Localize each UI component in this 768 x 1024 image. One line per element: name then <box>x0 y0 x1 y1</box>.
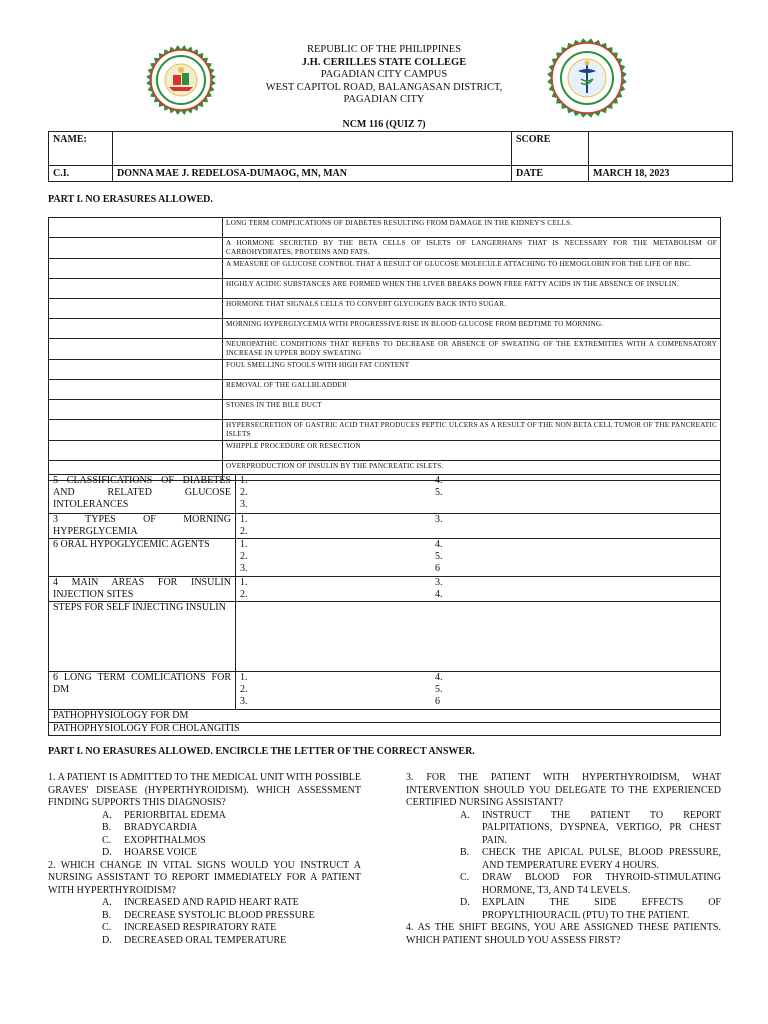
answer-option[interactable] <box>48 847 361 860</box>
enumeration-label: 6 ORAL HYPOGLYCEMIC AGENTS <box>49 539 236 577</box>
answer-option[interactable] <box>48 810 361 823</box>
option-letter[interactable]: B. <box>102 909 112 921</box>
question <box>406 922 721 947</box>
definition-text: REMOVAL OF THE GALLBLADDER <box>223 380 721 400</box>
definition-row <box>49 360 721 380</box>
definition-text: MORNING HYPERGLYCEMIA WITH PROGRESSIVE RISE IN BLOOD GLUCOSE FROM BEDTIME TO MORNING. <box>223 319 721 339</box>
option-letter[interactable]: D. <box>102 847 112 858</box>
definition-text: STONES IN THE BILE DUCT <box>223 400 721 420</box>
answer-option[interactable] <box>48 910 361 923</box>
part2-title: PART I. NO ERASURES ALLOWED. ENCIRCLE THE LETTER OF THE CORRECT ANSWER. <box>48 746 475 757</box>
answer-number: 3. <box>240 696 248 707</box>
answer-blank[interactable] <box>49 259 223 279</box>
enumeration-answers[interactable] <box>236 577 721 602</box>
answer-blank[interactable] <box>49 400 223 420</box>
enumeration-row <box>49 602 721 672</box>
answer-number: 4. <box>435 539 443 550</box>
answer-number: 1. <box>240 577 248 588</box>
option-text: DRAW BLOOD FOR THYROID-STIMULATING HORMONE, T3, AND T4 LEVELS. <box>482 872 721 896</box>
question-stem: 4. AS THE SHIFT BEGINS, YOU ARE ASSIGNED THESE PATIENTS. WHICH PATIENT SHOULD YOU ASSESS FIRST? <box>406 922 721 946</box>
answer-option[interactable] <box>406 872 721 897</box>
answer-number: 5. <box>435 487 443 498</box>
option-letter[interactable]: A. <box>102 897 112 908</box>
date-value: MARCH 18, 2023 <box>589 166 733 182</box>
pathophysiology-label: PATHOPHYSIOLOGY FOR CHOLANGITIS <box>49 723 721 736</box>
letterhead <box>200 44 568 107</box>
definition-row <box>49 218 721 238</box>
republic-line: REPUBLIC OF THE PHILIPPINES <box>306 44 462 55</box>
enumeration-row <box>49 475 721 514</box>
answer-number: 4. <box>435 475 443 486</box>
option-letter[interactable]: A. <box>460 809 470 821</box>
ci-label: C.I. <box>49 166 113 182</box>
question <box>48 772 361 860</box>
definition-text: LONG TERM COMPLICATIONS OF DIABETES RESULTING FROM DAMAGE IN THE KIDNEY'S CELLS. <box>223 218 721 238</box>
question <box>406 772 721 922</box>
enumeration-answers[interactable] <box>236 602 721 672</box>
enumeration-answers[interactable] <box>236 539 721 577</box>
answer-number: 4. <box>435 672 443 683</box>
answer-blank[interactable] <box>49 441 223 461</box>
answer-blank[interactable] <box>49 380 223 400</box>
option-text: BRADYCARDIA <box>124 822 198 833</box>
option-text: EXOPHTHALMOS <box>124 834 206 846</box>
option-letter[interactable]: C. <box>460 872 470 883</box>
option-text: DECREASE SYSTOLIC BLOOD PRESSURE <box>124 909 315 921</box>
enumeration-label: 3 TYPES OF MORNING HYPERGLYCEMIA <box>49 514 236 539</box>
answer-number: 4. <box>435 589 443 600</box>
enumeration-label: 5 CLASSIFICATIONS OF DIABETES AND RELATED GLUCOSE INTOLERANCES <box>49 475 236 514</box>
answer-blank[interactable] <box>49 319 223 339</box>
college-name: J.H. CERILLES STATE COLLEGE <box>301 56 467 68</box>
answer-number: 1. <box>240 514 248 525</box>
enumeration-label: STEPS FOR SELF INJECTING INSULIN <box>49 602 236 672</box>
option-letter[interactable]: A. <box>102 809 112 821</box>
enumeration-row <box>49 539 721 577</box>
answer-number: 5. <box>435 684 443 695</box>
definition-row <box>49 299 721 319</box>
pathophysiology-row <box>49 710 721 723</box>
answer-number: 1. <box>240 672 248 683</box>
option-text: CHECK THE APICAL PULSE, BLOOD PRESSURE, AND TEMPERATURE EVERY 4 HOURS. <box>482 847 721 871</box>
city-line: PAGADIAN CITY <box>343 94 425 105</box>
answer-number: 1. <box>240 475 248 486</box>
enumeration-answers[interactable] <box>236 475 721 514</box>
address-line: WEST CAPITOL ROAD, BALANGASAN DISTRICT, <box>265 81 503 93</box>
answer-option[interactable] <box>406 897 721 922</box>
option-text: DECREASED ORAL TEMPERATURE <box>124 934 287 946</box>
name-field[interactable] <box>113 132 512 166</box>
option-letter[interactable]: D. <box>460 897 470 908</box>
definition-row <box>49 238 721 259</box>
answer-option[interactable] <box>48 897 361 910</box>
definition-text: A MEASURE OF GLUCOSE CONTROL THAT A RESULT OF GLUCOSE MOLECULE ATTACHING TO HEMOGLOBIN FOR THE LIFE OF RBC. <box>223 259 721 279</box>
answer-option[interactable] <box>406 847 721 872</box>
campus-line: PAGADIAN CITY CAMPUS <box>320 69 448 80</box>
answer-blank[interactable] <box>49 238 223 259</box>
definition-row <box>49 400 721 420</box>
option-text: HOARSE VOICE <box>124 847 197 858</box>
answer-option[interactable] <box>48 822 361 835</box>
answer-number: 3. <box>435 514 443 525</box>
enumeration-row <box>49 514 721 539</box>
answer-number: 6 <box>435 696 440 707</box>
name-label: NAME: <box>49 132 113 166</box>
option-letter[interactable]: B. <box>102 822 112 833</box>
info-table <box>48 131 733 182</box>
definition-text: FOUL SMELLING STOOLS WITH HIGH FAT CONTENT <box>223 360 721 380</box>
definitions-table <box>48 217 721 481</box>
definition-row <box>49 380 721 400</box>
enumeration-table <box>48 474 721 736</box>
answer-number: 2. <box>240 526 248 537</box>
answer-number: 2. <box>240 551 248 562</box>
definition-row <box>49 279 721 299</box>
answer-blank[interactable] <box>49 420 223 441</box>
question-stem: 3. FOR THE PATIENT WITH HYPERTHYROIDISM, WHAT INTERVENTION SHOULD YOU DELEGATE TO THE EXPERIENCED CERTIFIED NURSING ASSISTANT? <box>406 772 721 808</box>
option-text: INSTRUCT THE PATIENT TO REPORT PALPITATIONS, DYSPNEA, VERTIGO, PR CHEST PAIN. <box>482 809 721 846</box>
definition-row <box>49 339 721 360</box>
answer-blank[interactable] <box>49 360 223 380</box>
answer-number: 2. <box>240 684 248 695</box>
definition-row <box>49 441 721 461</box>
answer-blank[interactable] <box>49 299 223 319</box>
answer-number: 3. <box>435 577 443 588</box>
question <box>48 860 361 948</box>
answer-option[interactable] <box>48 922 361 935</box>
pathophysiology-label: PATHOPHYSIOLOGY FOR DM <box>49 710 721 723</box>
answer-number: 2. <box>240 589 248 600</box>
ci-value: DONNA MAE J. REDELOSA-DUMAOG, MN, MAN <box>113 166 512 182</box>
answer-number: 6 <box>435 563 440 574</box>
score-field[interactable] <box>589 132 733 166</box>
answer-blank[interactable] <box>49 218 223 238</box>
definition-text: HORMONE THAT SIGNALS CELLS TO CONVERT GLYCOGEN BACK INTO SUGAR. <box>223 299 721 319</box>
definition-text: NEUROPATHIC CONDITIONS THAT REFERS TO DECREASE OR ABSENCE OF SWEATING OF THE EXTREMITIES WITH A COMPENSATORY INCREASE IN UPPER BODY SWEATING <box>223 339 721 360</box>
score-label: SCORE <box>512 132 589 166</box>
definition-text: HYPERSECRETION OF GASTRIC ACID THAT PRODUCES PEPTIC ULCERS AS A RESULT OF THE NON BETA CELL TUMOR OF THE PANCREATIC ISLETS <box>223 420 721 441</box>
questions-left-column <box>48 772 361 947</box>
quiz-title: NCM 116 (QUIZ 7) <box>342 119 426 130</box>
answer-number: 1. <box>240 539 248 550</box>
answer-option[interactable] <box>48 935 361 948</box>
answer-number: 2. <box>240 487 248 498</box>
answer-option[interactable] <box>406 810 721 848</box>
enumeration-answers[interactable] <box>236 672 721 710</box>
answer-number: 3. <box>240 499 248 510</box>
definition-text: WHIPPLE PROCEDURE OR RESECTION <box>223 441 721 461</box>
date-label: DATE <box>512 166 589 182</box>
option-letter[interactable]: C. <box>102 834 112 846</box>
enumeration-row <box>49 672 721 710</box>
option-text: INCREASED RESPIRATORY RATE <box>124 922 277 933</box>
option-letter[interactable]: D. <box>102 934 112 946</box>
pathophysiology-row <box>49 723 721 736</box>
enumeration-label: 4 MAIN AREAS FOR INSULIN INJECTION SITES <box>49 577 236 602</box>
option-letter[interactable]: B. <box>460 847 470 858</box>
answer-number: 5. <box>435 551 443 562</box>
question-stem: 1. A PATIENT IS ADMITTED TO THE MEDICAL UNIT WITH POSSIBLE GRAVES' DISEASE (HYPERTHYROIDISM). WHICH ASSESSMENT FINDING SUPPORTS THIS DIAGNOSIS? <box>48 772 361 808</box>
answer-number: 3. <box>240 563 248 574</box>
definition-row <box>49 319 721 339</box>
option-letter[interactable]: C. <box>102 922 112 933</box>
definition-text: OVERPRODUCTION OF INSULIN BY THE PANCREATIC ISLETS. <box>223 461 721 481</box>
question-stem: 2. WHICH CHANGE IN VITAL SIGNS WOULD YOU INSTRUCT A NURSING ASSISTANT TO REPORT IMMEDIATELY FOR A PATIENT WITH HYPERTHYROIDISM? <box>48 859 361 896</box>
definition-row <box>49 420 721 441</box>
answer-option[interactable] <box>48 835 361 848</box>
definition-row <box>49 259 721 279</box>
answer-blank[interactable] <box>49 279 223 299</box>
questions-right-column <box>406 772 721 947</box>
part1-title: PART I. NO ERASURES ALLOWED. <box>48 194 213 205</box>
enumeration-row <box>49 577 721 602</box>
answer-blank[interactable] <box>49 339 223 360</box>
option-text: INCREASED AND RAPID HEART RATE <box>124 897 299 908</box>
enumeration-label: 6 LONG TERM COMLICATIONS FOR DM <box>49 672 236 710</box>
enumeration-answers[interactable] <box>236 514 721 539</box>
definition-text: A HORMONE SECRETED BY THE BETA CELLS OF ISLETS OF LANGERHANS THAT IS NECESSARY FOR THE METABOLISM OF CARBOHYDRATES, PROTEINS AND FATS. <box>223 238 721 259</box>
option-text: EXPLAIN THE SIDE EFFECTS OF PROPYLTHIOURACIL (PTU) TO THE PATIENT. <box>482 897 721 921</box>
definition-text: HIGHLY ACIDIC SUBSTANCES ARE FORMED WHEN THE LIVER BREAKS DOWN FREE FATTY ACIDS IN THE ABSENCE OF INSULIN. <box>223 279 721 299</box>
option-text: PERIORBITAL EDEMA <box>124 809 226 821</box>
